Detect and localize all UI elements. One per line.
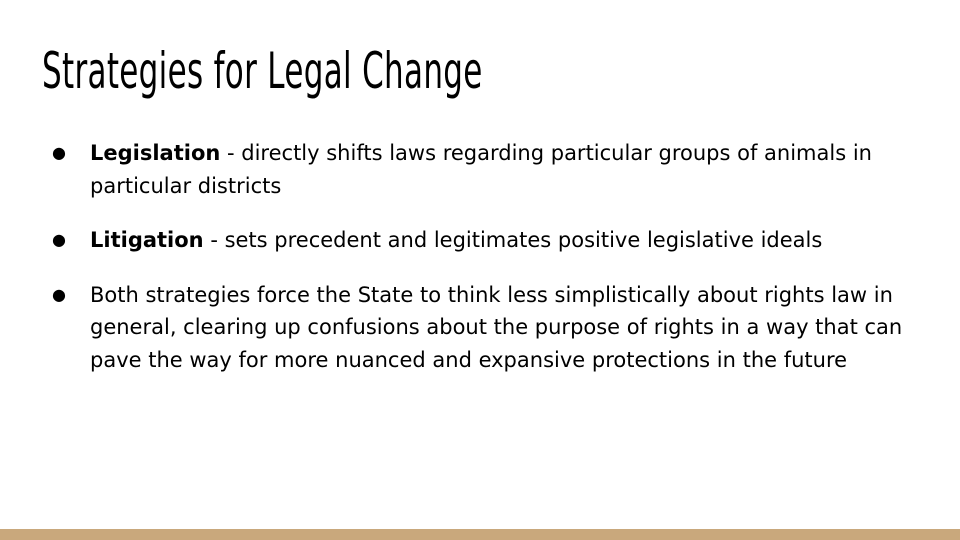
bullet-icon: ● (52, 230, 66, 249)
bullet-description: - sets precedent and legitimates positive legislative ideals (203, 228, 823, 252)
bullet-text (90, 137, 922, 202)
bullet-text (90, 279, 922, 377)
slide-title: Strategies for Legal Change (42, 42, 483, 100)
bullet-description: - directly shifts laws regarding particular groups of animals in particular districts (90, 141, 872, 198)
bullet-item-litigation (52, 224, 922, 257)
bullet-term: Litigation (90, 228, 204, 252)
footer-accent-bar (0, 529, 960, 540)
bullet-icon: ● (52, 284, 66, 304)
bullet-term: Legislation (90, 141, 221, 165)
bullet-icon: ● (52, 143, 66, 162)
bullet-list (52, 137, 922, 398)
bullet-item-both-strategies (52, 279, 922, 377)
bullet-item-legislation (52, 137, 922, 202)
bullet-text (90, 224, 922, 257)
bullet-description: Both strategies force the State to think less simplistically about rights law in general, clearing up confusions about the purpose of rights in a way that can pave the way for more nuanced and expansive protections in the future (90, 282, 903, 372)
